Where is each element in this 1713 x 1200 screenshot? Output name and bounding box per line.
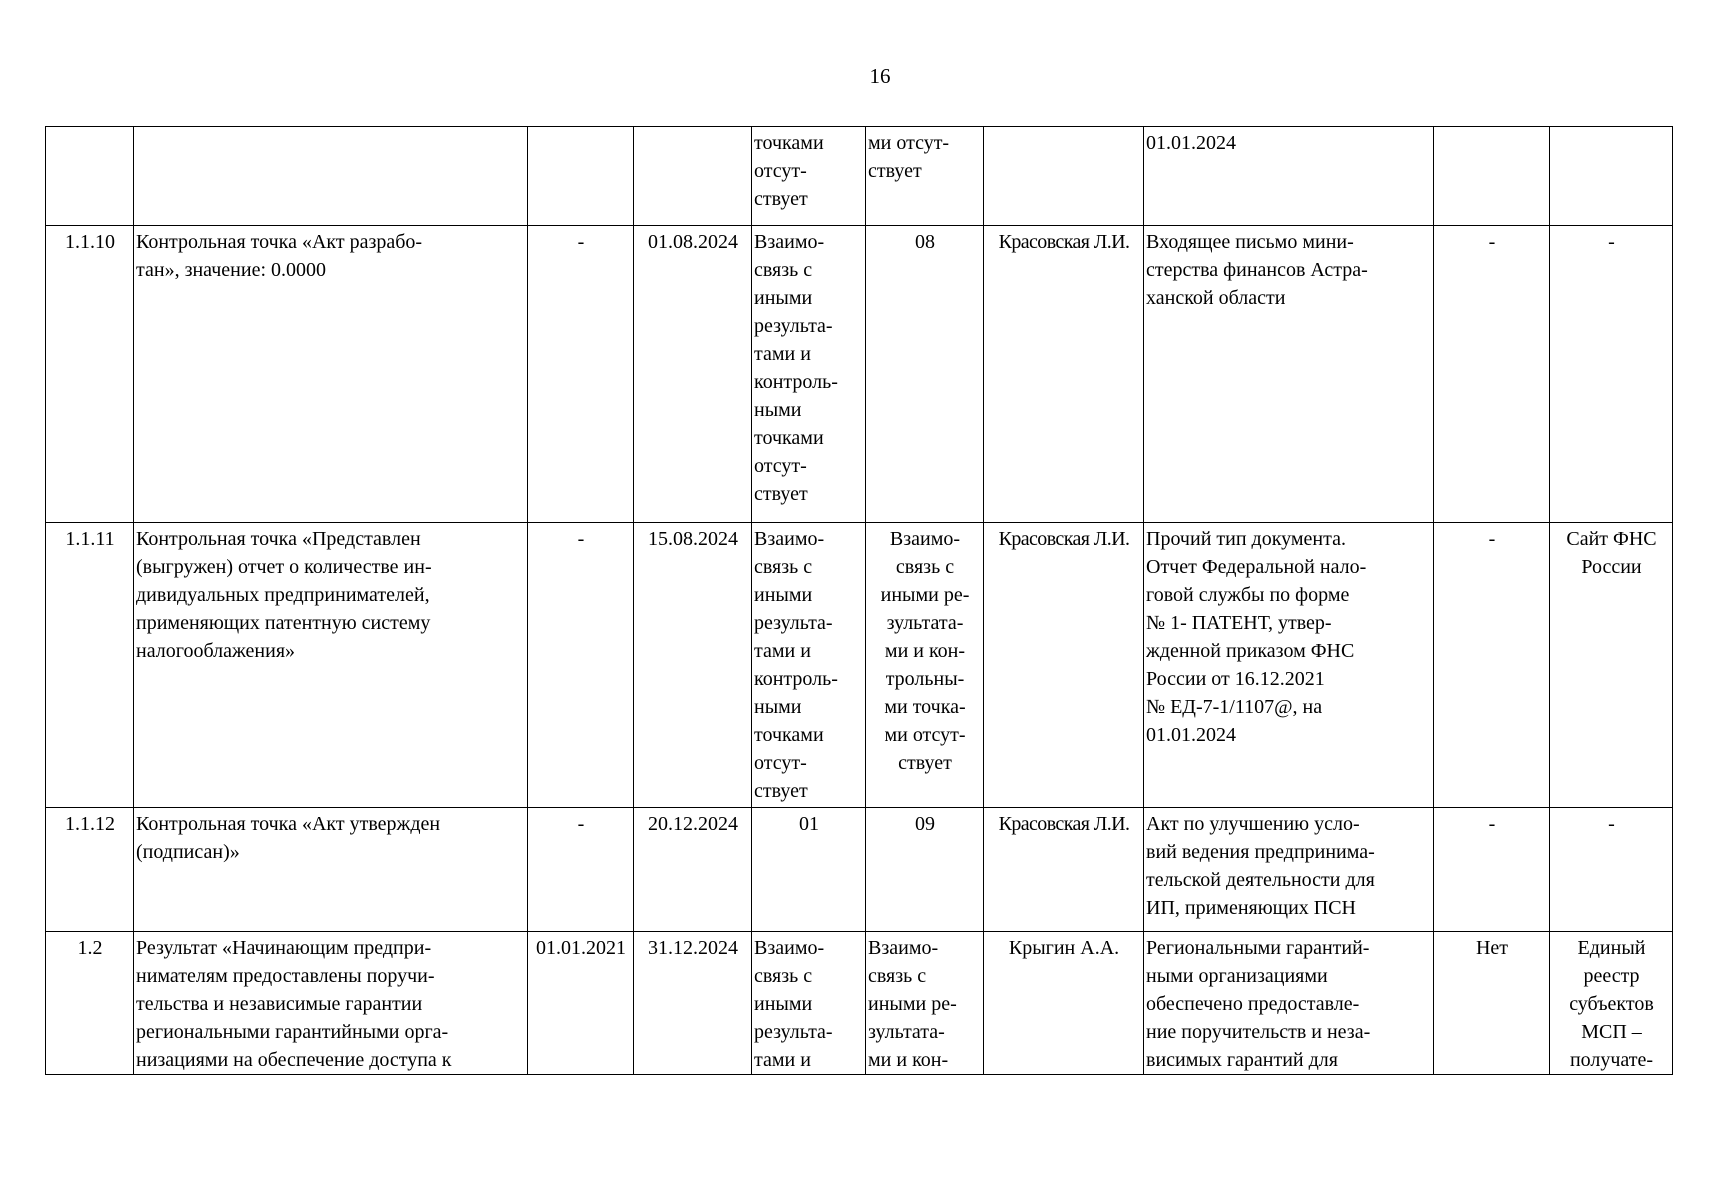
row-responsible — [984, 127, 1144, 226]
row-successors: Взаимо- связь с иными ре- зультата- ми и кон- трольны- ми точка- ми отсут- ствует — [866, 523, 984, 808]
row-responsible: Красовская Л.И. — [984, 808, 1144, 932]
row-end-date — [634, 127, 752, 226]
table-row-1-1-12 — [46, 808, 1673, 932]
row-document: Входящее письмо мини- стерства финансов Астра- ханской области — [1144, 226, 1434, 523]
row-responsible: Крыгин А.А. — [984, 932, 1144, 1075]
row-col9: - — [1434, 226, 1550, 523]
row-successors: ми отсут- ствует — [866, 127, 984, 226]
row-name — [134, 127, 528, 226]
row-successors: 09 — [866, 808, 984, 932]
row-number: 1.1.11 — [46, 523, 134, 808]
row-number: 1.2 — [46, 932, 134, 1075]
row-predecessors: Взаимо- связь с иными результа- тами и контроль- ными точками отсут- ствует — [752, 226, 866, 523]
row-start-date — [528, 127, 634, 226]
row-end-date: 31.12.2024 — [634, 932, 752, 1075]
row-col10 — [1550, 127, 1673, 226]
row-col9: - — [1434, 523, 1550, 808]
row-start-date: - — [528, 808, 634, 932]
table-row-1-2 — [46, 932, 1673, 1075]
row-predecessors: точками отсут- ствует — [752, 127, 866, 226]
row-col10: Сайт ФНС России — [1550, 523, 1673, 808]
table-row-1-1-11 — [46, 523, 1673, 808]
row-document: Акт по улучшению усло- вий ведения предпринима- тельской деятельности для ИП, применяющих ПСН — [1144, 808, 1434, 932]
row-name: Контрольная точка «Представлен (выгружен) отчет о количестве ин- дивидуальных предпринимателей, применяющих патентную систему налогооблажения» — [134, 523, 528, 808]
row-col9: - — [1434, 808, 1550, 932]
row-col10: - — [1550, 226, 1673, 523]
row-responsible: Красовская Л.И. — [984, 226, 1144, 523]
row-successors: 08 — [866, 226, 984, 523]
row-col10: - — [1550, 808, 1673, 932]
row-number: 1.1.12 — [46, 808, 134, 932]
row-successors: Взаимо- связь с иными ре- зультата- ми и кон- — [866, 932, 984, 1075]
row-start-date: - — [528, 523, 634, 808]
row-start-date: - — [528, 226, 634, 523]
row-col10: Единый реестр субъектов МСП – получате- — [1550, 932, 1673, 1075]
row-start-date: 01.01.2021 — [528, 932, 634, 1075]
table-row-1-1-10 — [46, 226, 1673, 523]
row-responsible: Красовская Л.И. — [984, 523, 1144, 808]
row-predecessors: 01 — [752, 808, 866, 932]
row-document: 01.01.2024 — [1144, 127, 1434, 226]
row-number — [46, 127, 134, 226]
row-document: Региональными гарантий- ными организациями обеспечено предоставле- ние поручительств и неза- висимых гарантий для — [1144, 932, 1434, 1075]
row-name: Контрольная точка «Акт разрабо- тан», значение: 0.0000 — [134, 226, 528, 523]
table-row-continued — [46, 127, 1673, 226]
row-name: Контрольная точка «Акт утвержден (подписан)» — [134, 808, 528, 932]
plan-table — [45, 126, 1673, 1075]
row-col9 — [1434, 127, 1550, 226]
row-end-date: 20.12.2024 — [634, 808, 752, 932]
row-predecessors: Взаимо- связь с иными результа- тами и контроль- ными точками отсут- ствует — [752, 523, 866, 808]
row-predecessors: Взаимо- связь с иными результа- тами и — [752, 932, 866, 1075]
row-end-date: 15.08.2024 — [634, 523, 752, 808]
page-number: 16 — [869, 64, 891, 88]
row-number: 1.1.10 — [46, 226, 134, 523]
row-end-date: 01.08.2024 — [634, 226, 752, 523]
row-name: Результат «Начинающим предпри- нимателям предоставлены поручи- тельства и независимые гарантии региональными гарантийными орга- низациями на обеспечение доступа к — [134, 932, 528, 1075]
row-document: Прочий тип документа. Отчет Федеральной нало- говой службы по форме № 1- ПАТЕНТ, утвер- жденной приказом ФНС России от 16.12.2021 № ЕД-7-1/1107@, на 01.01.2024 — [1144, 523, 1434, 808]
row-col9: Нет — [1434, 932, 1550, 1075]
